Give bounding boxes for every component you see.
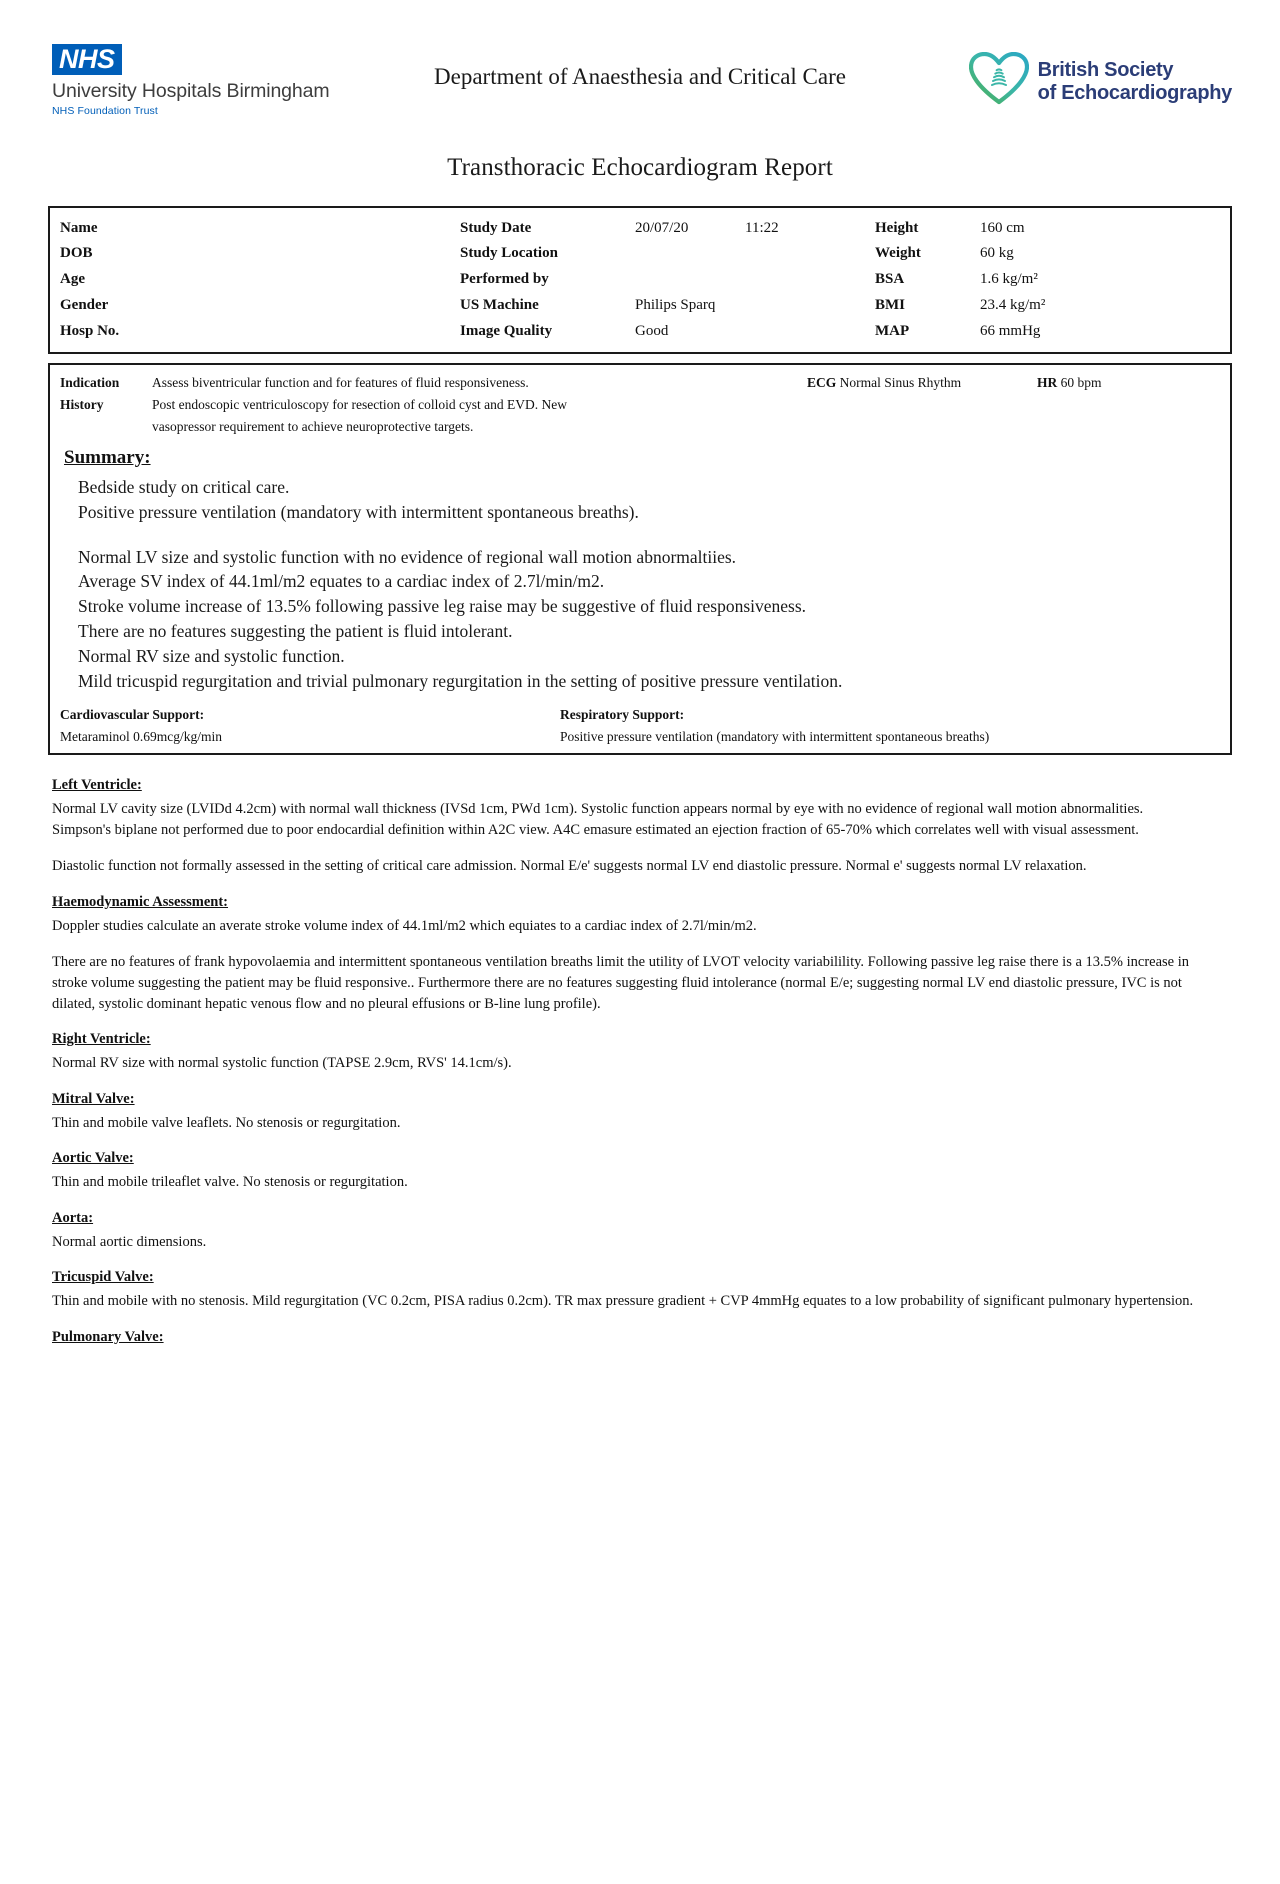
- history-label: History: [60, 396, 104, 412]
- indication-text: Assess biventricular function and for features of fluid responsiveness.: [152, 374, 529, 390]
- section-heading: Pulmonary Valve:: [52, 1328, 164, 1345]
- table-row: [50, 215, 1230, 241]
- report-title: Transthoracic Echocardiogram Report: [447, 154, 833, 181]
- section-pulmonary-valve: [52, 1329, 1228, 1346]
- nhs-badge-icon: NHS: [52, 44, 122, 75]
- section-paragraph: Thin and mobile trileaflet valve. No stenosis or regurgitation.: [52, 1174, 408, 1191]
- field-value-study-location-extra: [745, 241, 875, 267]
- summary-line: Average SV index of 44.1ml/m2 equates to a cardiac index of 2.7l/min/m2.: [78, 571, 605, 592]
- table-row: [50, 292, 1230, 318]
- field-value-study-location: [635, 241, 745, 267]
- section-heading: Aorta:: [52, 1209, 94, 1226]
- field-value-us-machine: Philips Sparq: [635, 296, 716, 313]
- field-value-bsa: 1.6 kg/m²: [980, 271, 1038, 288]
- field-value-weight: 60 kg: [980, 245, 1014, 262]
- bse-line-1: British Society: [1037, 59, 1174, 82]
- field-value-name: [160, 215, 460, 241]
- history-row: [60, 394, 1220, 416]
- field-label-bmi: BMI: [875, 296, 905, 313]
- department-title: Department of Anaesthesia and Critical Care: [434, 64, 846, 89]
- ecg-field: [807, 372, 1037, 394]
- field-label-dob: DOB: [60, 245, 93, 262]
- field-value-performed-by: [635, 267, 745, 293]
- section-heading: Left Ventricle:: [52, 777, 142, 794]
- section-heading: Tricuspid Valve:: [52, 1269, 154, 1286]
- field-label-height: Height: [875, 219, 919, 236]
- section-right-ventricle: [52, 1031, 1228, 1074]
- hr-field: [1037, 372, 1220, 394]
- patient-info-box: [48, 206, 1232, 354]
- summary-line: Positive pressure ventilation (mandatory with intermittent spontaneous breaths).: [78, 501, 639, 522]
- section-paragraph: Normal LV cavity size (LVIDd 4.2cm) with normal wall thickness (IVSd 1cm, PWd 1cm). Systolic function appears normal by eye with no evidence of regional wall motion abnormalities. Simpson's biplane not performed due to poor endocardial definition within A2C view. A4C emasure estimated an ejection fraction of 65-70% which correlates well with visual assessment.: [52, 801, 1144, 838]
- support-heading-row: [60, 704, 1220, 726]
- trust-name: University Hospitals Birmingham: [52, 80, 330, 103]
- field-value-map: 66 mmHg: [980, 322, 1041, 339]
- support-value-row: [60, 726, 1220, 753]
- nhs-logo: [48, 44, 348, 117]
- field-value-image-quality: Good: [635, 322, 669, 339]
- field-label-hosp-no: Hosp No.: [60, 322, 120, 339]
- section-aorta: [52, 1210, 1228, 1253]
- page-header: [48, 44, 1232, 128]
- field-value-dob: [160, 241, 460, 267]
- indication-row: [60, 372, 1220, 394]
- field-label-gender: Gender: [60, 296, 109, 313]
- table-row: [50, 318, 1230, 344]
- section-haemodynamic-assessment: [52, 894, 1228, 1014]
- history-spacer-1: [807, 394, 1037, 416]
- ecg-value: Normal Sinus Rhythm: [839, 374, 962, 390]
- field-label-bsa: BSA: [875, 271, 905, 288]
- field-label-map: MAP: [875, 322, 910, 339]
- history-label-cont: [60, 416, 152, 438]
- respiratory-support-heading: Respiratory Support:: [560, 706, 685, 722]
- field-value-bmi: 23.4 kg/m²: [980, 296, 1046, 313]
- summary-heading: Summary:: [64, 446, 151, 468]
- summary-line: There are no features suggesting the patient is fluid intolerant.: [78, 621, 513, 642]
- history-text-line1: Post endoscopic ventriculoscopy for resection of colloid cyst and EVD. New: [152, 396, 568, 412]
- history-spacer-2: [1037, 394, 1220, 416]
- field-value-height: 160 cm: [980, 219, 1025, 236]
- summary-line: Normal RV size and systolic function.: [78, 645, 345, 666]
- summary-line: Stroke volume increase of 13.5% following passive leg raise may be suggestive of fluid responsiveness.: [78, 596, 807, 617]
- field-value-gender: [160, 292, 460, 318]
- section-paragraph: Diastolic function not formally assessed in the setting of critical care admission. Normal E/e' suggests normal LV end diastolic pressure. Normal e' suggests normal LV relaxation.: [52, 858, 1087, 875]
- bse-wordmark: [1038, 59, 1232, 104]
- indication-table: [60, 372, 1220, 438]
- history-spacer-4: [1037, 416, 1220, 438]
- field-label-study-location: Study Location: [460, 245, 558, 262]
- summary-line: Bedside study on critical care.: [78, 476, 290, 497]
- hr-label: HR: [1037, 374, 1058, 390]
- cardiovascular-support-value: Metaraminol 0.69mcg/kg/min: [60, 728, 222, 744]
- section-paragraph: Normal RV size with normal systolic function (TAPSE 2.9cm, RVS' 14.1cm/s).: [52, 1055, 512, 1072]
- findings-sections: [48, 777, 1232, 1346]
- field-value-study-time: 11:22: [745, 219, 779, 236]
- trust-subtitle: NHS Foundation Trust: [52, 105, 158, 118]
- history-spacer-3: [807, 416, 1037, 438]
- heart-ultrasound-icon: [969, 52, 1029, 111]
- table-row: [50, 267, 1230, 293]
- section-mitral-valve: [52, 1091, 1228, 1134]
- history-text-line2: vasopressor requirement to achieve neuroprotective targets.: [152, 418, 474, 434]
- support-table: [60, 704, 1220, 753]
- respiratory-support-value: Positive pressure ventilation (mandatory with intermittent spontaneous breaths): [560, 728, 990, 744]
- field-value-hosp-no: [160, 318, 460, 344]
- summary-line: Mild tricuspid regurgitation and trivial pulmonary regurgitation in the setting of positive pressure ventilation.: [78, 670, 843, 691]
- section-heading: Mitral Valve:: [52, 1090, 135, 1107]
- cardiovascular-support-heading: Cardiovascular Support:: [60, 706, 205, 722]
- field-label-weight: Weight: [875, 245, 921, 262]
- field-label-us-machine: US Machine: [460, 296, 539, 313]
- table-row: [50, 241, 1230, 267]
- patient-info-table: [50, 215, 1230, 344]
- summary-line: Normal LV size and systolic function with no evidence of regional wall motion abnormaltiies.: [78, 546, 737, 567]
- section-tricuspid-valve: [52, 1269, 1228, 1312]
- section-paragraph: Thin and mobile with no stenosis. Mild regurgitation (VC 0.2cm, PISA radius 0.2cm). TR max pressure gradient + CVP 4mmHg equates to a low probability of significant pulmonary hypertension.: [52, 1293, 1194, 1310]
- section-heading: Right Ventricle:: [52, 1031, 151, 1048]
- ecg-label: ECG: [807, 374, 837, 390]
- section-aortic-valve: [52, 1150, 1228, 1193]
- bse-line-2: of Echocardiography: [1037, 81, 1232, 104]
- summary-box: [48, 363, 1232, 755]
- section-paragraph: There are no features of frank hypovolaemia and intermittent spontaneous ventilation breaths limit the utility of LVOT velocity variabilility. Following passive leg raise there is a 13.5% increase in stroke volume suggesting the patient may be fluid responsive.. Furthermore there are no features suggesting fluid intolerance (normal E/e; suggesting normal LV end diastolic pressure, IVC is not dilated, systolic dominant hepatic venous flow and no pleural effusions or B-line lung profile).: [52, 954, 1190, 1012]
- section-heading: Aortic Valve:: [52, 1150, 134, 1167]
- section-paragraph: Normal aortic dimensions.: [52, 1233, 207, 1250]
- field-label-age: Age: [60, 271, 85, 288]
- field-value-age: [160, 267, 460, 293]
- section-left-ventricle: [52, 777, 1228, 877]
- bse-logo: [932, 44, 1232, 111]
- section-heading: Haemodynamic Assessment:: [52, 893, 229, 910]
- field-label-performed-by: Performed by: [460, 271, 549, 288]
- field-label-study-date: Study Date: [460, 219, 532, 236]
- field-value-study-date: 20/07/20: [635, 219, 689, 236]
- field-label-name: Name: [60, 219, 98, 236]
- section-paragraph: Thin and mobile valve leaflets. No stenosis or regurgitation.: [52, 1114, 401, 1131]
- field-label-image-quality: Image Quality: [460, 322, 553, 339]
- indication-label: Indication: [60, 374, 120, 390]
- history-row-cont: [60, 416, 1220, 438]
- field-value-performed-by-extra: [745, 267, 875, 293]
- hr-value: 60 bpm: [1060, 374, 1102, 390]
- summary-spacer: [60, 525, 1220, 545]
- section-paragraph: Doppler studies calculate an averate stroke volume index of 44.1ml/m2 which equiates to a cardiac index of 2.7l/min/m2.: [52, 917, 757, 934]
